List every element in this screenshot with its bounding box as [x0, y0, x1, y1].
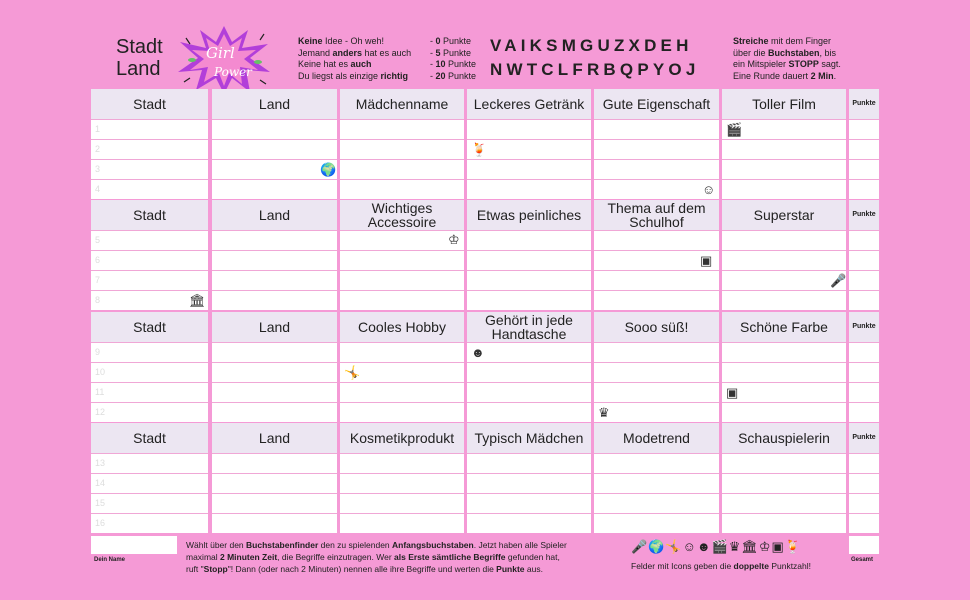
row-number: 7: [95, 275, 101, 285]
answer-cell[interactable]: [91, 179, 208, 199]
answer-cell[interactable]: [467, 139, 591, 159]
row-number: 4: [95, 184, 101, 194]
row-number: 12: [95, 407, 106, 417]
points-header: Punkte: [849, 200, 879, 230]
answer-cell[interactable]: [467, 179, 591, 199]
answer-cell[interactable]: [340, 473, 464, 493]
category-column: [594, 200, 719, 310]
answer-cell[interactable]: [722, 473, 846, 493]
points-cell[interactable]: [849, 473, 879, 493]
row-number: 5: [95, 235, 101, 245]
category-header: Land: [212, 89, 337, 119]
answer-cell[interactable]: [212, 362, 337, 382]
cocktail-icon: 🍹: [471, 142, 488, 157]
answer-cell[interactable]: [340, 270, 464, 290]
answer-cell[interactable]: [340, 362, 464, 382]
answer-cell[interactable]: [212, 270, 337, 290]
letter-row-2[interactable]: NWTCLFRBQPYOJ: [490, 60, 700, 79]
category-column: [91, 89, 208, 199]
category-column: [467, 200, 591, 310]
answer-cell[interactable]: [340, 139, 464, 159]
category-column: [722, 200, 846, 310]
photo-icon: ▣: [771, 539, 785, 554]
category-header: Wichtiges Accessoire: [340, 200, 464, 230]
answer-cell[interactable]: [340, 342, 464, 362]
row-number: 2: [95, 144, 101, 154]
points-cell[interactable]: [849, 250, 879, 270]
answer-cell[interactable]: [467, 513, 591, 533]
points-column: [849, 312, 879, 422]
answer-cell[interactable]: [91, 513, 208, 533]
points-cell[interactable]: [849, 342, 879, 362]
answer-cell[interactable]: [594, 119, 719, 139]
points-cell[interactable]: [849, 513, 879, 533]
answer-cell[interactable]: [594, 250, 719, 270]
answer-cell[interactable]: [467, 342, 591, 362]
points-column: [849, 89, 879, 199]
answer-cell[interactable]: [340, 453, 464, 473]
answer-cell[interactable]: [212, 250, 337, 270]
answer-cell[interactable]: [91, 139, 208, 159]
category-header: Etwas peinliches: [467, 200, 591, 230]
points-cell[interactable]: [849, 270, 879, 290]
logo-text-power: Power: [214, 65, 252, 79]
answer-cell[interactable]: [467, 290, 591, 310]
answer-cell[interactable]: [340, 250, 464, 270]
category-column: [212, 200, 337, 310]
answer-cell[interactable]: [212, 513, 337, 533]
answer-cell[interactable]: [594, 473, 719, 493]
answer-cell[interactable]: [467, 362, 591, 382]
category-header: Superstar: [722, 200, 846, 230]
answer-cell[interactable]: [340, 290, 464, 310]
answer-cell[interactable]: [722, 362, 846, 382]
answer-cell[interactable]: [212, 342, 337, 362]
globe-icon: 🌍: [320, 162, 337, 177]
answer-cell[interactable]: [212, 119, 337, 139]
points-cell[interactable]: [849, 179, 879, 199]
answer-cell[interactable]: [212, 473, 337, 493]
answer-cell[interactable]: [91, 382, 208, 402]
answer-cell[interactable]: [340, 493, 464, 513]
category-column: [722, 89, 846, 199]
answer-cell[interactable]: [722, 290, 846, 310]
answer-cell[interactable]: [722, 159, 846, 179]
category-column: [340, 423, 464, 533]
row-number: 13: [95, 458, 106, 468]
answer-cell[interactable]: [91, 493, 208, 513]
category-column: [212, 423, 337, 533]
answer-cell[interactable]: [340, 402, 464, 422]
points-header: Punkte: [849, 312, 879, 342]
category-header: Cooles Hobby: [340, 312, 464, 342]
answer-cell[interactable]: [594, 139, 719, 159]
points-cell[interactable]: [849, 290, 879, 310]
answer-cell[interactable]: [212, 139, 337, 159]
answer-cell[interactable]: [212, 382, 337, 402]
page-title: [116, 36, 163, 80]
answer-cell[interactable]: [467, 159, 591, 179]
row-number: 10: [95, 367, 106, 377]
lipstick-icon: ♛: [598, 405, 610, 420]
category-header: Schöne Farbe: [722, 312, 846, 342]
row-number: 8: [95, 295, 101, 305]
category-header: Mädchenname: [340, 89, 464, 119]
answer-cell[interactable]: [340, 159, 464, 179]
row-number: 16: [95, 518, 106, 528]
category-column: [340, 312, 464, 422]
smiley-icon: ☺: [702, 182, 716, 197]
row-number: 3: [95, 164, 101, 174]
answer-cell[interactable]: [594, 402, 719, 422]
title-line-2: Land: [116, 58, 161, 80]
letter-finder-instructions: Streiche mit dem Finger über die Buchstaben, bis ein Mitspieler STOPP sagt. Eine Runde dauert 2 Min.: [733, 36, 841, 81]
answer-cell[interactable]: [467, 402, 591, 422]
dancer-icon: 🤸: [344, 365, 361, 380]
category-header: Land: [212, 312, 337, 342]
category-column: [212, 312, 337, 422]
answer-cell[interactable]: [594, 362, 719, 382]
total-score-field[interactable]: [849, 536, 879, 554]
dancer-icon: 🤸: [665, 539, 683, 554]
category-column: [340, 89, 464, 199]
letter-finder[interactable]: [490, 34, 699, 82]
icon-legend: [631, 539, 802, 555]
microphone-icon: 🎤: [830, 273, 847, 288]
microphone-icon: 🎤: [631, 539, 649, 554]
answer-cell[interactable]: [722, 513, 846, 533]
answer-cell[interactable]: [91, 119, 208, 139]
category-column: [467, 89, 591, 199]
answer-cell[interactable]: [467, 453, 591, 473]
photo-icon: ▣: [726, 385, 739, 400]
answer-cell[interactable]: [340, 119, 464, 139]
row-number: 1: [95, 124, 101, 134]
answer-cell[interactable]: [212, 179, 337, 199]
answer-cell[interactable]: [594, 179, 719, 199]
category-header: Sooo süß!: [594, 312, 719, 342]
category-column: [467, 423, 591, 533]
answer-cell[interactable]: [91, 290, 208, 310]
answer-cell[interactable]: [467, 230, 591, 250]
answer-cell[interactable]: [722, 453, 846, 473]
answer-cell[interactable]: [722, 382, 846, 402]
scoring-rules: [298, 36, 476, 82]
answer-cell[interactable]: [91, 159, 208, 179]
answer-cell[interactable]: [594, 290, 719, 310]
points-cell[interactable]: [849, 362, 879, 382]
category-column: [91, 200, 208, 310]
category-header: Stadt: [91, 423, 208, 453]
answer-cell[interactable]: [340, 513, 464, 533]
points-cell[interactable]: [849, 402, 879, 422]
girl-power-logo: [176, 24, 272, 96]
category-column: [722, 312, 846, 422]
row-number: 14: [95, 478, 106, 488]
answer-cell[interactable]: [722, 270, 846, 290]
scoring-rule: Du liegst als einzige richtig - 20 Punkte: [298, 70, 477, 81]
category-header: Land: [212, 200, 337, 230]
answer-cell[interactable]: [212, 493, 337, 513]
game-instructions: Wählt über den Buchstabenfinder den zu spielenden Anfangsbuchstaben. Jetzt haben alle Spieler maximal 2 Minuten Zeit, die Begriffe einzutragen. Wer als Erste sämtliche Begriffe gefunden hat, ruft "Stopp"! Dann (oder nach 2 Minuten) nennen alle ihre Begriffe und werten die Punkte aus.: [186, 540, 567, 574]
category-column: [91, 312, 208, 422]
category-header: Kosmetikprodukt: [340, 423, 464, 453]
answer-cell[interactable]: [722, 250, 846, 270]
category-header: Modetrend: [594, 423, 719, 453]
logo-text-girl: Girl: [206, 44, 235, 62]
category-header: Stadt: [91, 312, 208, 342]
answer-cell[interactable]: [722, 402, 846, 422]
category-header: Schauspielerin: [722, 423, 846, 453]
points-column: [849, 423, 879, 533]
answer-cell[interactable]: [91, 473, 208, 493]
scoring-rule: Jemand anders hat es auch - 5 Punkte: [298, 47, 472, 58]
building-icon: 🏛: [741, 539, 759, 554]
row-number: 15: [95, 498, 106, 508]
scoring-rule: Keine hat es auch - 10 Punkte: [298, 59, 477, 69]
answer-cell[interactable]: [212, 402, 337, 422]
points-header: Punkte: [849, 423, 879, 453]
answer-cell[interactable]: [722, 230, 846, 250]
answer-cell[interactable]: [91, 270, 208, 290]
answer-cell[interactable]: [91, 362, 208, 382]
category-header: Thema auf dem Schulhof: [594, 200, 719, 230]
answer-cell[interactable]: [594, 159, 719, 179]
points-header: Punkte: [849, 89, 879, 119]
category-header: Leckeres Getränk: [467, 89, 591, 119]
total-score-label: Gesamt: [851, 557, 874, 563]
answer-cell[interactable]: [467, 270, 591, 290]
answer-cell[interactable]: [594, 342, 719, 362]
answer-cell[interactable]: [340, 179, 464, 199]
answer-cell[interactable]: [722, 119, 846, 139]
makeup-icon: ☻: [696, 539, 712, 554]
category-header: Gute Eigenschaft: [594, 89, 719, 119]
points-cell[interactable]: [849, 453, 879, 473]
points-cell[interactable]: [849, 493, 879, 513]
category-header: Gehört in jede Handtasche: [467, 312, 591, 342]
answer-cell[interactable]: [594, 493, 719, 513]
answer-cell[interactable]: [340, 230, 464, 250]
photo-icon: ▣: [700, 253, 713, 268]
points-cell[interactable]: [849, 159, 879, 179]
answer-cell[interactable]: [91, 342, 208, 362]
clapper-icon: 🎬: [711, 539, 729, 554]
answer-cell[interactable]: [91, 453, 208, 473]
points-column: [849, 200, 879, 310]
answer-cell[interactable]: [467, 382, 591, 402]
category-column: [594, 89, 719, 199]
letter-row-1[interactable]: VAIKSMGUZXDEH: [490, 36, 693, 55]
lipstick-icon: ♛: [728, 539, 742, 554]
answer-cell[interactable]: [212, 159, 337, 179]
answer-cell[interactable]: [340, 382, 464, 402]
points-cell[interactable]: [849, 139, 879, 159]
clapper-icon: 🎬: [726, 122, 743, 137]
row-number: 6: [95, 255, 101, 265]
answer-cell[interactable]: [91, 250, 208, 270]
building-icon: 🏛: [189, 293, 206, 308]
category-header: Toller Film: [722, 89, 846, 119]
crown-icon: ♔: [448, 232, 460, 247]
title-line-1: Stadt: [116, 36, 163, 58]
points-cell[interactable]: [849, 230, 879, 250]
points-cell[interactable]: [849, 119, 879, 139]
makeup-icon: ☻: [471, 345, 485, 360]
category-column: [722, 423, 846, 533]
row-number: 9: [95, 347, 101, 357]
answer-cell[interactable]: [722, 342, 846, 362]
answer-cell[interactable]: [594, 382, 719, 402]
scoring-rule: Keine Idee - Oh weh! - 0 Punkte: [298, 36, 472, 46]
answer-cell[interactable]: [467, 250, 591, 270]
category-column: [594, 312, 719, 422]
answer-cell[interactable]: [594, 270, 719, 290]
points-cell[interactable]: [849, 382, 879, 402]
answer-cell[interactable]: [467, 119, 591, 139]
smiley-icon: ☺: [682, 539, 697, 554]
answer-cell[interactable]: [722, 493, 846, 513]
row-number: 11: [95, 387, 105, 397]
answer-cell[interactable]: [212, 230, 337, 250]
category-header: Stadt: [91, 200, 208, 230]
answer-cell[interactable]: [594, 230, 719, 250]
category-column: [340, 200, 464, 310]
player-name-field[interactable]: [91, 536, 177, 554]
category-column: [594, 423, 719, 533]
player-name-label: Dein Name: [94, 557, 126, 563]
answer-cell[interactable]: [594, 453, 719, 473]
answer-cell[interactable]: [722, 139, 846, 159]
category-column: [91, 423, 208, 533]
category-column: [212, 89, 337, 199]
answer-cell[interactable]: [467, 473, 591, 493]
answer-cell[interactable]: [467, 493, 591, 513]
answer-cell[interactable]: [212, 453, 337, 473]
category-header: Typisch Mädchen: [467, 423, 591, 453]
answer-cell[interactable]: [212, 290, 337, 310]
cocktail-icon: 🍹: [784, 539, 803, 554]
icon-note: Felder mit Icons geben die doppelte Punktzahl!: [631, 561, 812, 571]
category-header: Land: [212, 423, 337, 453]
answer-cell[interactable]: [594, 513, 719, 533]
globe-icon: 🌍: [648, 539, 666, 554]
crown-icon: ♔: [758, 539, 772, 554]
category-column: [467, 312, 591, 422]
category-header: Stadt: [91, 89, 208, 119]
answer-cell[interactable]: [91, 402, 208, 422]
answer-cell[interactable]: [91, 230, 208, 250]
answer-cell[interactable]: [722, 179, 846, 199]
